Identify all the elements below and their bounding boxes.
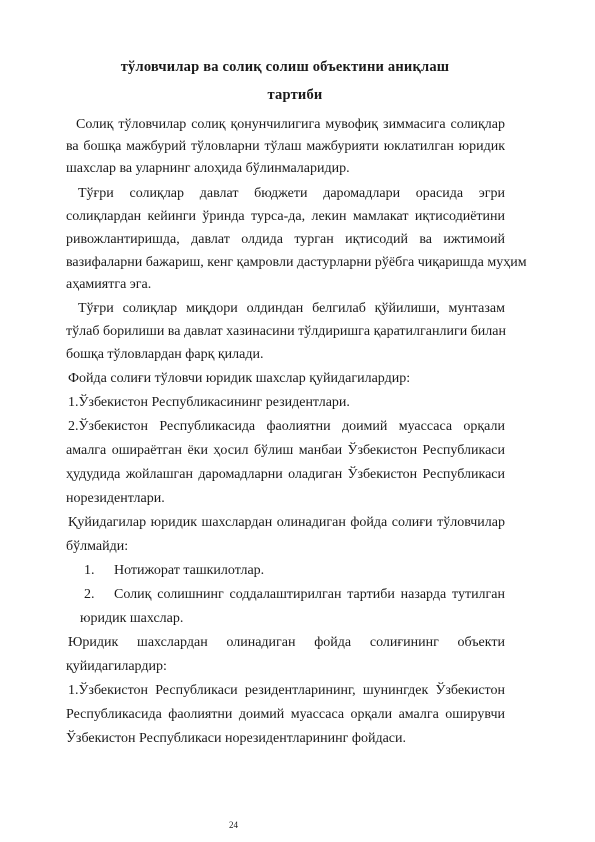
paragraph-line: Юридик шахслардан олинадиган фойда солиғининг объекти: [68, 635, 505, 650]
paragraph-line: Қуйидагилар юридик шахслардан олинадиган фойда солиғи тўловчилар: [68, 515, 505, 530]
paragraph-line: вазифаларни бажариш, кенг қамровли дастурларни рўёбга чиқаришда муҳим: [66, 255, 527, 270]
paragraph-line: қуйидагилардир:: [66, 659, 167, 674]
paragraph-line: юридик шахслар.: [80, 611, 184, 626]
paragraph-line: Тўғри солиқлар давлат бюджети даромадлари орасида эгри: [78, 186, 505, 201]
paragraph-line: солиқлардан кейинги ўринда турса-да, лекин мамлакат иқтисодиётини: [66, 209, 505, 224]
paragraph-line: тўлаб борилиши ва давлат хазинасини тўлдиришга қаратилганлиги билан: [66, 324, 506, 339]
paragraph-line: ҳудудида жойлашган даромадларни оладиган Ўзбекистон Республикаси: [66, 467, 505, 482]
paragraph-line: шахслар ва уларнинг алоҳида бўлинмаларидир.: [66, 161, 350, 176]
list-item: 1.Ўзбекистон Республикасининг резидентлари.: [68, 395, 350, 410]
paragraph-line: бошқа тўловлардан фарқ қилади.: [66, 347, 264, 362]
list-item: 1.Ўзбекистон Республикаси резидентларининг, шунингдек Ўзбекистон: [68, 683, 505, 698]
paragraph-line: Солиқ тўловчилар солиқ қонунчилигига мувофиқ зиммасига солиқлар: [76, 117, 505, 132]
page-number: 24: [229, 820, 238, 830]
list-number: 1.: [84, 563, 95, 578]
paragraph-line: Республикасида фаолиятни доимий муассаса орқали амалга оширувчи: [66, 707, 505, 722]
paragraph-line: ва бошқа мажбурий тўловларни тўлаш мажбурияти юклатилган юридик: [66, 139, 505, 154]
paragraph-line: аҳамиятга эга.: [66, 277, 152, 292]
paragraph-line: амалга ошираётган ёки ҳосил бўлиш манбаи Ўзбекистон Республикаси: [66, 443, 505, 458]
list-item: 2.Ўзбекистон Республикасида фаолиятни доимий муассаса орқали: [68, 419, 505, 434]
paragraph-line: ривожлантиришда, давлат олдида турган иқтисодий ва ижтимоий: [66, 232, 505, 247]
list-item: Солиқ солишнинг соддалаштирилган тартиби назарда тутилган: [114, 587, 505, 602]
section-title-line-2: тартиби: [267, 87, 323, 103]
section-title-line-1: тўловчилар ва солиқ солиш объектини аниқлаш: [120, 59, 450, 75]
paragraph-line: Ўзбекистон Республикаси норезидентларининг фойдаси.: [66, 731, 406, 746]
paragraph-line: Фойда солиғи тўловчи юридик шахслар қуйидагилардир:: [68, 371, 411, 386]
paragraph-line: Тўғри солиқлар миқдори олдиндан белгилаб қўйилиши, мунтазам: [78, 301, 505, 316]
list-number: 2.: [84, 587, 95, 602]
paragraph-line: бўлмайди:: [66, 539, 129, 554]
paragraph-line: норезидентлари.: [66, 491, 165, 506]
list-item: Нотижорат ташкилотлар.: [114, 563, 265, 578]
